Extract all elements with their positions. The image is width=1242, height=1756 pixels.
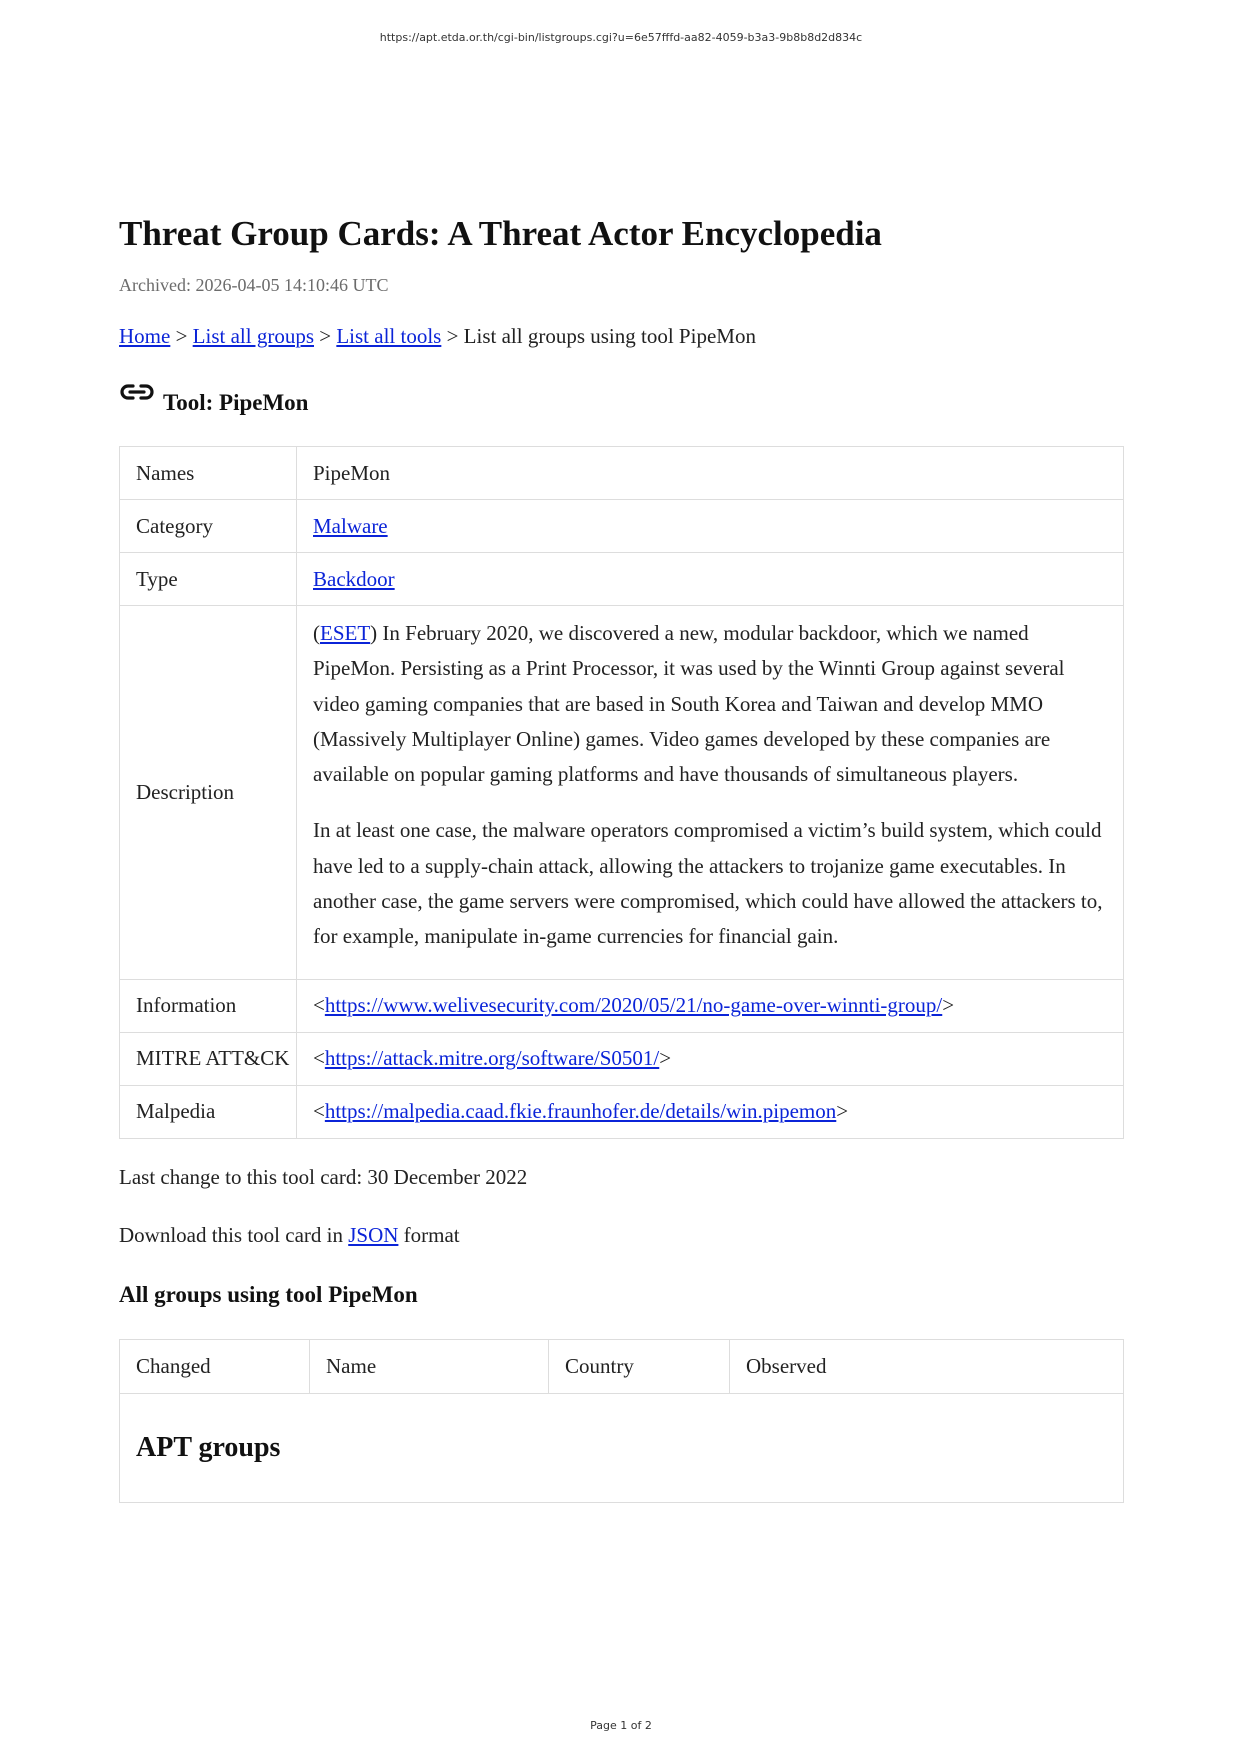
table-row-type [120,553,1124,606]
table-row-information: Information <https://www.welivesecurity.com/2020/05/21/no-game-over-winnti-group/> [120,979,1124,1032]
type-link[interactable]: Backdoor [313,566,395,591]
table-row-category [120,500,1124,553]
tool-title: Tool: PipeMon [163,390,309,415]
json-download-link[interactable]: JSON [348,1222,399,1247]
table-row-description [120,606,1124,980]
column-header-changed: Changed [120,1339,310,1393]
mitre-link[interactable]: https://attack.mitre.org/software/S0501/ [324,1046,660,1071]
download-note: Download this tool card in JSON format [119,1222,460,1247]
malpedia-link[interactable]: https://malpedia.caad.fkie.fraunhofer.de/details/win.pipemon [324,1099,837,1124]
description-paragraph: (ESET) In February 2020, we discovered a new, modular backdoor, which we named PipeMon. Persisting as a Print Processor, it was used by the Winnti Group against several video gaming companies that are based in South Korea and Taiwan and develop MMO (Massively Multiplayer Online) games. Video games developed by these companies are available on popular gaming platforms and have thousands of simultaneous players. [313,621,1065,787]
main-content [119,210,1124,1503]
column-header-name: Name [310,1339,549,1393]
category-link[interactable]: Malware [313,513,388,538]
breadcrumb-all-tools-link[interactable]: List all tools [336,324,442,348]
apt-groups-label: APT groups [136,1431,281,1463]
table-row-mitre: MITRE ATT&CK <https://attack.mitre.org/software/S0501/> [120,1032,1124,1085]
page-title: Threat Group Cards: A Threat Actor Encyclopedia [119,214,882,253]
information-link[interactable]: https://www.welivesecurity.com/2020/05/21/no-game-over-winnti-group/ [324,993,943,1018]
row-label: Information [120,979,297,1032]
row-label: MITRE ATT&CK [120,1032,297,1085]
row-label: Category [120,500,297,553]
page-number: Page 1 of 2 [590,1719,652,1732]
description-paragraph: In at least one case, the malware operators compromised a victim’s build system, which could have led to a supply-chain attack, allowing the attackers to trojanize game executables. In another case, the game servers were compromised, which could have allowed the attackers to, for example, manipulate in-game currencies for financial gain. [313,818,1103,949]
breadcrumb [119,321,1124,351]
last-change-note: Last change to this tool card: 30 December 2022 [119,1164,528,1189]
row-label: Description [120,606,297,980]
breadcrumb-separator: > [170,324,193,348]
tool-names-value: PipeMon [297,447,1124,500]
column-header-country: Country [549,1339,730,1393]
breadcrumb-home-link[interactable]: Home [119,324,171,348]
breadcrumb-separator: > [314,324,337,348]
row-label: Malpedia [120,1085,297,1138]
breadcrumb-current: > List all groups using tool PipeMon [441,324,756,348]
print-header-url: https://apt.etda.or.th/cgi-bin/listgroups.cgi?u=6e57fffd-aa82-4059-b3a3-9b8b8d2d834c [379,31,863,44]
eset-source-link[interactable]: ESET [320,621,371,645]
table-row-malpedia: Malpedia <https://malpedia.caad.fkie.fraunhofer.de/details/win.pipemon> [120,1085,1124,1138]
archived-timestamp: Archived: 2026-04-05 14:10:46 UTC [119,275,389,295]
description-cell [297,606,1124,980]
link-icon [119,380,155,404]
apt-groups-section-row [120,1393,1124,1502]
groups-table [119,1339,1124,1503]
tool-heading [119,381,1124,419]
column-header-observed: Observed [730,1339,1124,1393]
row-label: Names [120,447,297,500]
table-row-names [120,447,1124,500]
groups-section-title: All groups using tool PipeMon [119,1281,418,1307]
tool-info-table [119,446,1124,1139]
groups-header-row [120,1339,1124,1393]
breadcrumb-all-groups-link[interactable]: List all groups [192,324,314,348]
row-label: Type [120,553,297,606]
